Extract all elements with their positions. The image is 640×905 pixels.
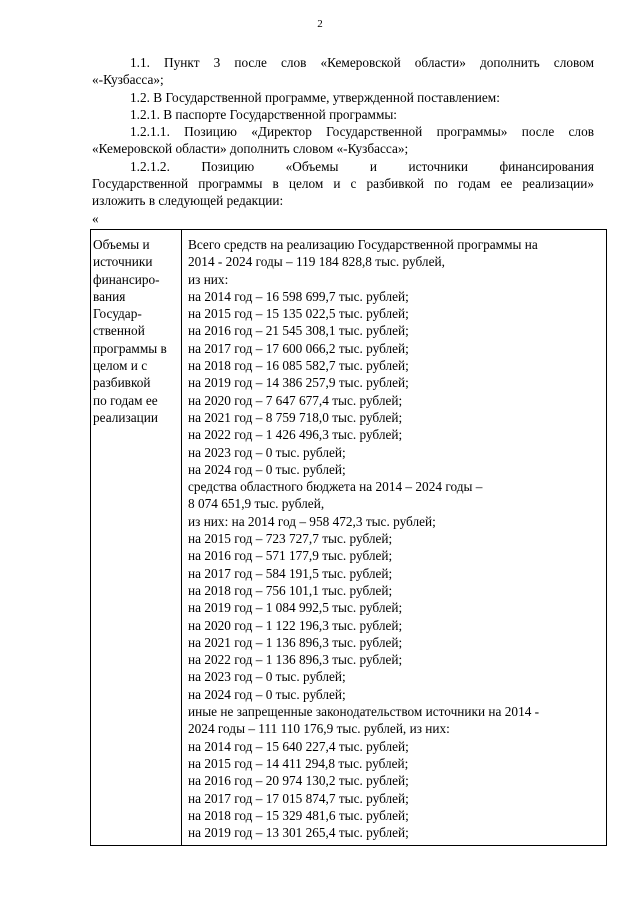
paragraph-line: изложить в следующей редакции: — [92, 193, 284, 209]
right-cell-line: 8 074 651,9 тыс. рублей, — [188, 496, 325, 512]
right-cell-line: из них: на 2014 год – 958 472,3 тыс. рублей; — [188, 513, 436, 529]
right-cell-line: на 2023 год – 0 тыс. рублей; — [188, 669, 346, 685]
left-cell-line: программы в — [93, 340, 167, 356]
paragraph-line: 1.2.1.2. Позицию «Объемы и источники финансирования — [130, 158, 594, 174]
left-cell-line: целом и с — [93, 358, 148, 374]
right-cell-line: на 2016 год – 21 545 308,1 тыс. рублей; — [188, 323, 409, 339]
left-cell-line: реализации — [93, 409, 158, 425]
right-cell-line: на 2024 год – 0 тыс. рублей; — [188, 461, 346, 477]
right-cell-line: на 2023 год – 0 тыс. рублей; — [188, 444, 346, 460]
table-divider — [181, 230, 182, 845]
right-cell-line: на 2018 год – 16 085 582,7 тыс. рублей; — [188, 358, 409, 374]
right-cell-line: Всего средств на реализацию Государственной программы на — [188, 237, 538, 252]
left-cell-line: разбивкой — [93, 375, 151, 391]
right-cell-line: на 2019 год – 14 386 257,9 тыс. рублей; — [188, 375, 409, 391]
right-cell-line: на 2017 год – 584 191,5 тыс. рублей; — [188, 565, 393, 581]
left-cell-line: по годам ее — [93, 392, 158, 408]
right-cell-line: на 2018 год – 15 329 481,6 тыс. рублей; — [188, 807, 409, 823]
right-cell-line: на 2016 год – 571 177,9 тыс. рублей; — [188, 548, 393, 564]
right-cell-line: на 2019 год – 13 301 265,4 тыс. рублей; — [188, 825, 409, 841]
paragraph-line: 1.2.1. В паспорте Государственной программы: — [130, 106, 397, 122]
left-cell-line: вания — [93, 288, 126, 304]
right-cell-line: на 2020 год – 1 122 196,3 тыс. рублей; — [188, 617, 403, 633]
paragraph-line: «-Кузбасса»; — [92, 72, 164, 88]
paragraph-block — [92, 54, 594, 227]
right-cell-line: на 2022 год – 1 426 496,3 тыс. рублей; — [188, 427, 403, 443]
paragraph-line: 1.1. Пункт 3 после слов «Кемеровской области» дополнить словом — [130, 55, 594, 70]
right-cell-line: на 2015 год – 723 727,7 тыс. рублей; — [188, 531, 393, 547]
right-cell-line: на 2021 год – 8 759 718,0 тыс. рублей; — [188, 409, 403, 425]
right-cell-line: иные не запрещенные законодательством источники на 2014 - — [188, 704, 540, 720]
left-cell-line: финансиро- — [93, 271, 160, 287]
right-cell-line: на 2015 год – 15 135 022,5 тыс. рублей; — [188, 306, 409, 322]
right-cell-line: на 2021 год – 1 136 896,3 тыс. рублей; — [188, 634, 403, 650]
right-cell-line: средства областного бюджета на 2014 – 2024 годы – — [188, 479, 483, 495]
left-cell-line: ственной — [93, 323, 145, 339]
left-cell-line: Объемы и — [93, 237, 150, 252]
left-cell-line: Государ- — [93, 306, 142, 322]
right-cell-line: на 2017 год – 17 015 874,7 тыс. рублей; — [188, 790, 409, 806]
right-cell-line: на 2016 год – 20 974 130,2 тыс. рублей; — [188, 773, 409, 789]
table-left-cell — [93, 236, 179, 426]
right-cell-line: из них: — [188, 271, 229, 287]
right-cell-line: на 2014 год – 16 598 699,7 тыс. рублей; — [188, 288, 409, 304]
table-right-cell — [188, 236, 602, 841]
right-cell-line: на 2022 год – 1 136 896,3 тыс. рублей; — [188, 652, 403, 668]
right-cell-line: на 2024 год – 0 тыс. рублей; — [188, 686, 346, 702]
right-cell-line: на 2018 год – 756 101,1 тыс. рублей; — [188, 582, 393, 598]
paragraph-line: 1.2. В Государственной программе, утвержденной поставлением: — [130, 89, 500, 105]
left-cell-line: источники — [93, 254, 153, 270]
right-cell-line: на 2019 год – 1 084 992,5 тыс. рублей; — [188, 600, 403, 616]
right-cell-line: на 2017 год – 17 600 066,2 тыс. рублей; — [188, 340, 409, 356]
right-cell-line: на 2015 год – 14 411 294,8 тыс. рублей; — [188, 755, 409, 771]
page-number: 2 — [317, 18, 323, 30]
paragraph-line: 1.2.1.1. Позицию «Директор Государственной программы» после слов — [130, 124, 594, 140]
right-cell-line: 2024 годы – 111 110 176,9 тыс. рублей, из них: — [188, 721, 450, 737]
paragraph-line: Государственной программы в целом и с разбивкой по годам ее реализации» — [92, 176, 594, 192]
paragraph-line: «Кемеровской области» дополнить словом «-Кузбасса»; — [92, 141, 409, 157]
funding-table — [90, 229, 607, 846]
opening-quote: « — [92, 210, 99, 226]
right-cell-line: 2014 - 2024 годы – 119 184 828,8 тыс. рублей, — [188, 254, 445, 270]
right-cell-line: на 2014 год – 15 640 227,4 тыс. рублей; — [188, 738, 409, 754]
right-cell-line: на 2020 год – 7 647 677,4 тыс. рублей; — [188, 392, 403, 408]
